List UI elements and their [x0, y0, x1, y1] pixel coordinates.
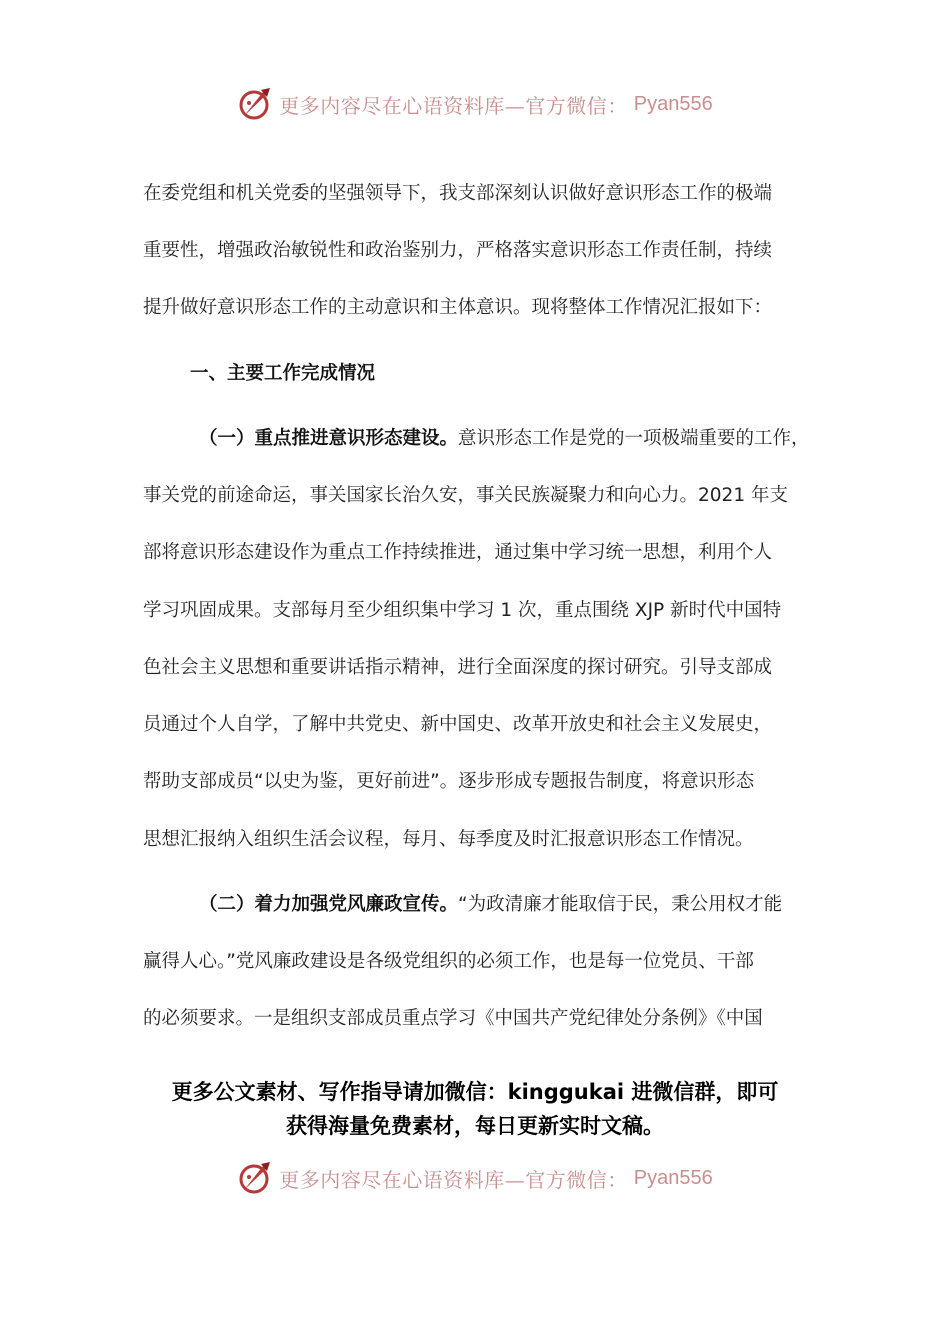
- paragraph-line: 帮助支部成员“以史为鉴，更好前进”。逐步形成专题报告制度，将意识形态: [143, 771, 755, 792]
- watermark-banner-top: [0, 82, 950, 126]
- paragraph-line: 色社会主义思想和重要讲话指示精神，进行全面深度的探讨研究。引导支部成: [143, 657, 773, 678]
- item-2-first-line-text: “为政清廉才能取信于民，秉公用权才能: [458, 894, 783, 915]
- paragraph-line: 部将意识形态建设作为重点工作持续推进，通过集中学习统一思想，利用个人: [143, 542, 773, 563]
- item-1-title: （一）重点推进意识形态建设。: [199, 428, 459, 449]
- quill-pen-circle-icon: [237, 1160, 273, 1196]
- item-1-first-line: [199, 424, 810, 454]
- item-2-title: （二）着力加强党风廉政宣传。: [199, 894, 459, 915]
- watermark-banner-inner: [237, 86, 712, 122]
- quill-pen-circle-icon: [237, 86, 273, 122]
- paragraph-line: 的必须要求。一是组织支部成员重点学习《中国共产党纪律处分条例》《中国: [143, 1008, 763, 1029]
- paragraph-line: 赢得人心。”党风廉政建设是各级党组织的必须工作，也是每一位党员、干部: [143, 951, 754, 972]
- promo-line: 更多公文素材、写作指导请加微信：kinggukai 进微信群，即可: [171, 1080, 779, 1104]
- intro-line: 提升做好意识形态工作的主动意识和主体意识。现将整体工作情况汇报如下：: [143, 297, 773, 318]
- paragraph-line: 事关党的前途命运，事关国家长治久安，事关民族凝聚力和向心力。2021 年支: [143, 485, 788, 506]
- paragraph-line: 员通过个人自学，了解中共党史、新中国史、改革开放史和社会主义发展史，: [143, 714, 773, 735]
- watermark-wechat-id: Pyan556: [633, 1166, 713, 1189]
- paragraph-line: 学习巩固成果。支部每月至少组织集中学习 1 次，重点围绕 XJP 新时代中国特: [143, 600, 782, 621]
- watermark-wechat-id: Pyan556: [633, 92, 713, 115]
- intro-line: 在委党组和机关党委的坚强领导下，我支部深刻认识做好意识形态工作的极端: [143, 183, 773, 204]
- item-2-first-line: [199, 890, 782, 920]
- section-heading: 一、主要工作完成情况: [190, 363, 376, 384]
- watermark-text: 更多内容尽在心语资料库—官方微信：: [279, 1167, 628, 1192]
- watermark-text: 更多内容尽在心语资料库—官方微信：: [279, 93, 628, 118]
- item-1-first-line-text: 意识形态工作是党的一项极端重要的工作，: [458, 428, 810, 449]
- watermark-banner-bottom: [0, 1156, 950, 1200]
- paragraph-line: 思想汇报纳入组织生活会议程，每月、每季度及时汇报意识形态工作情况。: [143, 829, 754, 850]
- watermark-banner-inner: [237, 1160, 712, 1196]
- intro-line: 重要性，增强政治敏锐性和政治鉴别力，严格落实意识形态工作责任制，持续: [143, 240, 773, 261]
- promo-line: 获得海量免费素材，每日更新实时文稿。: [286, 1114, 664, 1138]
